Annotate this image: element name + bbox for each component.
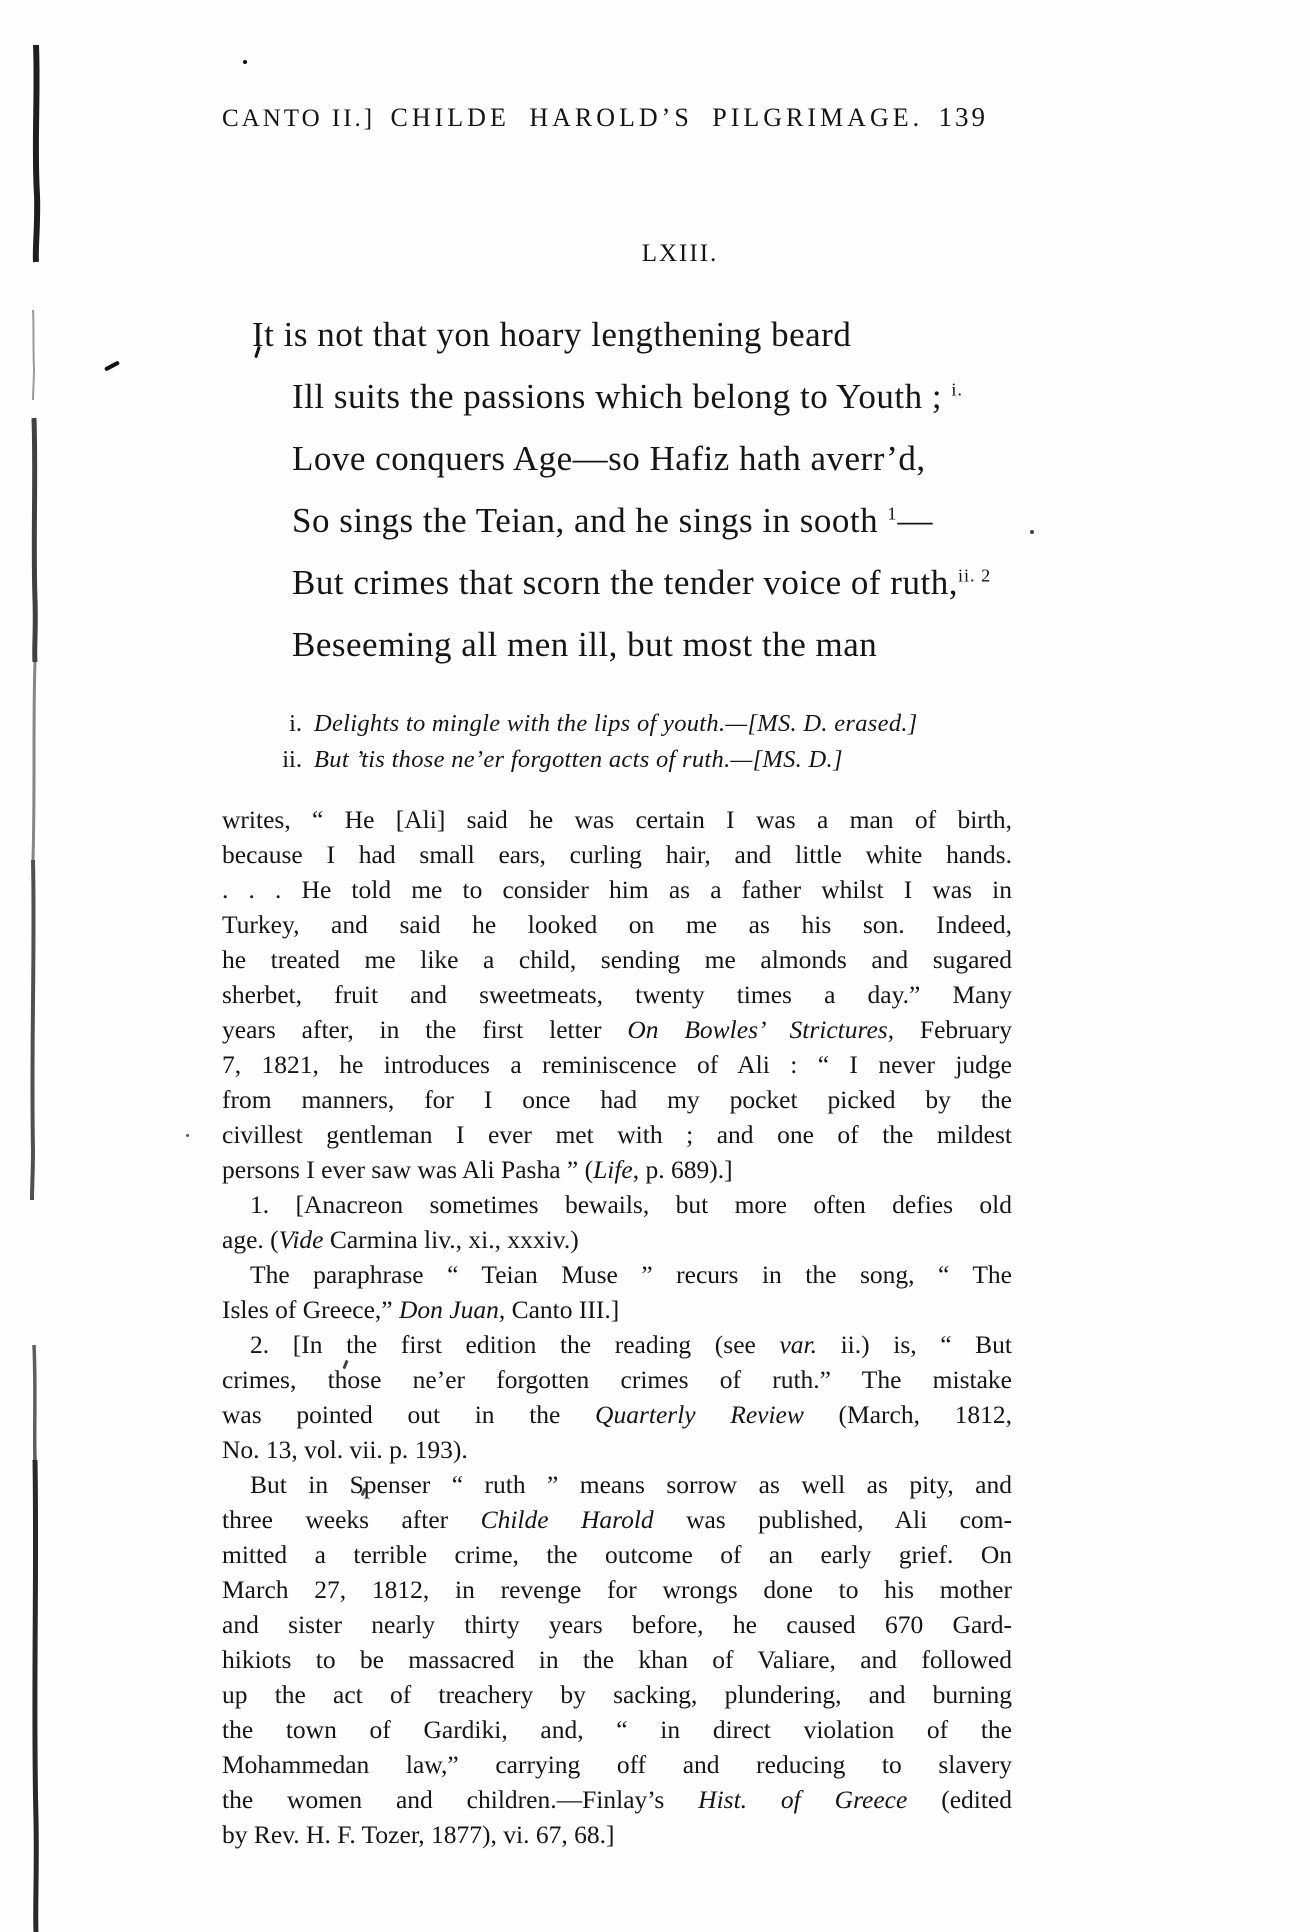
italic-run: Vide <box>278 1225 324 1254</box>
stanza-number: LXIII. <box>641 240 719 267</box>
footnote-line <box>222 1012 1012 1047</box>
footnote-line <box>222 1432 1012 1467</box>
footnote-line <box>222 837 1012 872</box>
text-run: (March, 1812, <box>803 1400 1013 1429</box>
text-run: The paraphrase “ Teian Muse ” recurs in the song, “ The <box>250 1260 1012 1289</box>
verse-text: It is not that yon hoary lengthening beard <box>252 315 852 354</box>
text-run: crimes, those ne’er forgotten crimes of ruth.” The mistake <box>222 1365 1012 1394</box>
footnote-line <box>222 1537 1012 1572</box>
variant-text: But ’tis those ne’er forgotten acts of ruth.—[MS. D.] <box>314 746 843 773</box>
footnote-line <box>222 1187 1012 1222</box>
variant-marker: i. <box>289 710 302 737</box>
verse-line <box>252 366 991 428</box>
text-run: mitted a terrible crime, the outcome of an early grief. On <box>222 1540 1012 1569</box>
binding-edge-artifact <box>0 0 60 1932</box>
italic-run: Childe Harold <box>480 1505 654 1534</box>
text-run: , February <box>887 1015 1012 1044</box>
footnote-line <box>222 1327 1012 1362</box>
text-run: Isles of Greece,” <box>222 1295 399 1324</box>
text-run: , Canto III.] <box>498 1295 620 1324</box>
text-run: civillest gentleman I ever met with ; and one of the mildest <box>222 1120 1012 1149</box>
footnote-line <box>222 1747 1012 1782</box>
footnote-line <box>222 1082 1012 1117</box>
text-run: , p. 689).] <box>632 1155 733 1184</box>
scan-speck <box>186 1134 189 1137</box>
text-run: 7, 1821, he introduces a reminiscence of Ali : “ I never judge <box>222 1050 1012 1079</box>
page-header <box>222 102 988 133</box>
footnote-line <box>222 1712 1012 1747</box>
verse-line <box>252 552 991 614</box>
variant-note <box>222 742 918 778</box>
footnote-block <box>222 802 1012 1852</box>
note-reference: i. <box>951 379 963 400</box>
verse-line <box>252 304 991 366</box>
footnote-line <box>222 977 1012 1012</box>
footnote-line <box>222 802 1012 837</box>
text-run: he treated me like a child, sending me almonds and sugared <box>222 945 1012 974</box>
footnote-line <box>222 942 1012 977</box>
variant-text: Delights to mingle with the lips of youth.—[MS. D. erased.] <box>314 710 918 737</box>
running-title: CHILDE HAROLD’S PILGRIMAGE. <box>390 103 924 132</box>
italic-run: Hist. of Greece <box>698 1785 908 1814</box>
footnote-line <box>222 1642 1012 1677</box>
footnote-line <box>222 1117 1012 1152</box>
footnote-line <box>222 1047 1012 1082</box>
scan-speck <box>243 60 247 64</box>
italic-run: Life <box>593 1155 633 1184</box>
text-run: up the act of treachery by sacking, plundering, and burning <box>222 1680 1012 1709</box>
text-run: persons I ever saw was Ali Pasha ” ( <box>222 1155 594 1184</box>
text-run: Mohammedan law,” carrying off and reducing to slavery <box>222 1750 1012 1779</box>
text-run: from manners, for I once had my pocket picked by the <box>222 1085 1012 1114</box>
verse-text: — <box>897 501 933 540</box>
footnote-line <box>222 1677 1012 1712</box>
text-run: ii.) is, “ But <box>816 1330 1012 1359</box>
footnote-line <box>222 1397 1012 1432</box>
text-run: was published, Ali com- <box>653 1505 1012 1534</box>
footnote-line <box>222 872 1012 907</box>
footnote-line <box>222 907 1012 942</box>
footnote-line <box>222 1257 1012 1292</box>
note-reference: 1 <box>887 503 898 524</box>
text-run: Carmina liv., xi., xxxiv.) <box>323 1225 579 1254</box>
footnote-line <box>222 1782 1012 1817</box>
footnote-line <box>222 1467 1012 1502</box>
scan-speck <box>1030 530 1034 534</box>
verse-text: But crimes that scorn the tender voice of ruth, <box>292 563 958 602</box>
text-run: was pointed out in the <box>222 1400 596 1429</box>
text-run: years after, in the first letter <box>222 1015 628 1044</box>
text-run: . . . He told me to consider him as a father whilst I was in <box>222 875 1012 904</box>
variant-note <box>222 706 918 742</box>
text-run: Turkey, and said he looked on me as his son. Indeed, <box>222 910 1012 939</box>
text-run: No. 13, vol. vii. p. 193). <box>222 1435 468 1464</box>
text-run: three weeks after <box>222 1505 481 1534</box>
text-run: the women and children.—Finlay’s <box>222 1785 699 1814</box>
variant-marker: ii. <box>282 746 302 773</box>
footnote-line <box>222 1817 1012 1852</box>
variant-notes <box>222 706 918 778</box>
verse-block <box>252 304 991 676</box>
italic-run: Quarterly Review <box>595 1400 804 1429</box>
text-run: because I had small ears, curling hair, and little white hands. <box>222 840 1012 869</box>
italic-run: On Bowles’ Strictures <box>627 1015 888 1044</box>
text-run: and sister nearly thirty years before, he caused 670 Gard- <box>222 1610 1012 1639</box>
verse-text: Beseeming all men ill, but most the man <box>292 625 878 664</box>
verse-line <box>252 428 991 490</box>
verse-line <box>252 490 991 552</box>
italic-run: Don Juan <box>398 1295 499 1324</box>
canto-label: CANTO II.] <box>222 105 376 132</box>
italic-run: var. <box>779 1330 817 1359</box>
text-run: 2. [In the first edition the reading (see <box>250 1330 780 1359</box>
page-number: 139 <box>938 102 988 132</box>
note-reference: ii. 2 <box>957 565 992 586</box>
text-run: by Rev. H. F. Tozer, 1877), vi. 67, 68.] <box>222 1820 615 1849</box>
text-run: the town of Gardiki, and, “ in direct violation of the <box>222 1715 1012 1744</box>
footnote-line <box>222 1502 1012 1537</box>
footnote-line <box>222 1607 1012 1642</box>
scan-speck <box>104 360 120 371</box>
footnote-line <box>222 1292 1012 1327</box>
text-run: 1. [Anacreon sometimes bewails, but more often defies old <box>250 1190 1012 1219</box>
text-run: writes, “ He [Ali] said he was certain I was a man of birth, <box>222 805 1012 834</box>
text-run: sherbet, fruit and sweetmeats, twenty times a day.” Many <box>222 980 1012 1009</box>
footnote-line <box>222 1152 1012 1187</box>
verse-text: So sings the Teian, and he sings in sooth <box>292 501 888 540</box>
text-run: hikiots to be massacred in the khan of Valiare, and followed <box>222 1645 1012 1674</box>
text-run: (edited <box>907 1785 1013 1814</box>
text-run: age. ( <box>222 1225 279 1254</box>
text-run: March 27, 1812, in revenge for wrongs done to his mother <box>222 1575 1012 1604</box>
verse-text: Love conquers Age—so Hafiz hath averr’d, <box>292 439 926 478</box>
footnote-line <box>222 1362 1012 1397</box>
verse-text: Ill suits the passions which belong to Youth ; <box>292 377 952 416</box>
text-run: But in Spenser “ ruth ” means sorrow as well as pity, and <box>250 1470 1012 1499</box>
footnote-line <box>222 1222 1012 1257</box>
verse-line <box>252 614 991 676</box>
footnote-line <box>222 1572 1012 1607</box>
